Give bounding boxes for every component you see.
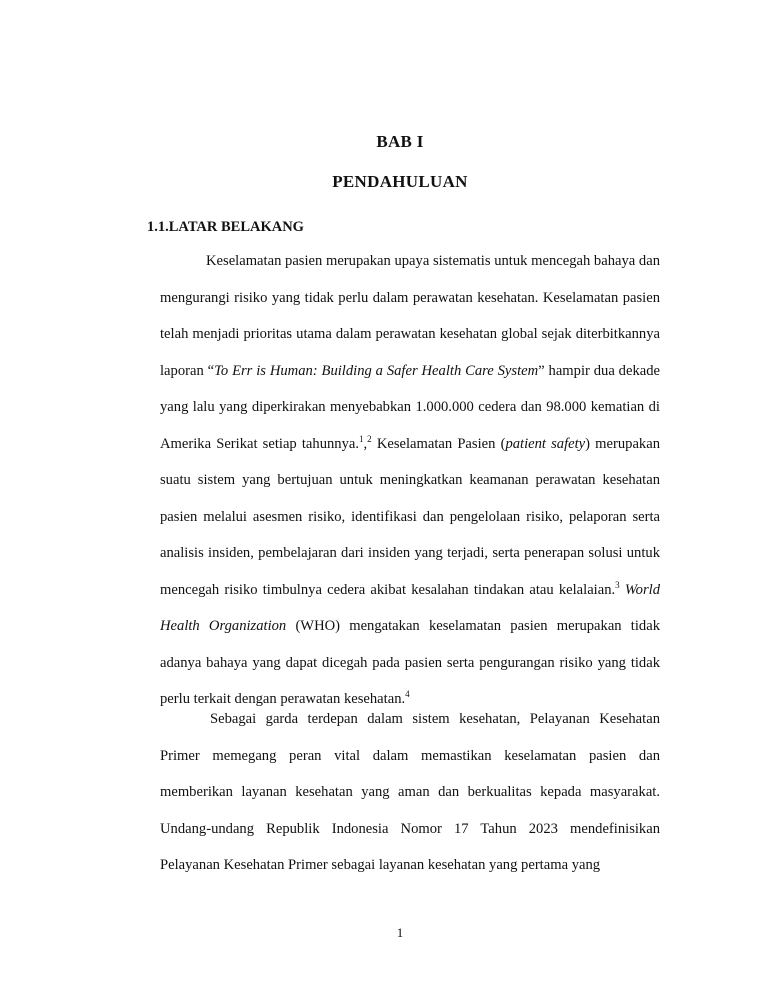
paragraph-1 [160, 243, 660, 718]
paragraph-1-text-a: Keselamatan pasien merupakan upaya sistematis untuk mencegah bahaya dan mengurangi risiko yang tidak perlu dalam perawatan kesehatan. Keselamatan pasien telah menjadi prioritas utama dalam perawatan kesehatan global sejak diterbitkannya laporan “ [160, 253, 660, 379]
organization-name: World Health Organization [160, 581, 660, 634]
citation-3: 3 [615, 579, 620, 590]
chapter-number: BAB I [376, 132, 424, 151]
page-number: 1 [396, 925, 404, 940]
paragraph-2 [160, 701, 660, 884]
section-heading: 1.1.LATAR BELAKANG [147, 219, 304, 235]
citation-1: 1 [359, 433, 364, 444]
paragraph-1-text-d: ) merupakan suatu sistem yang bertujuan untuk meningkatkan keamanan perawatan kesehatan pasien melalui asesmen risiko, identifikasi dan pengelolaan risiko, pelaporan serta analisis insiden, pembelajaran dari insiden yang terjadi, serta penerapan solusi untuk mencegah risiko timbulnya cedera akibat kesalahan tindakan atau kelalaian. [160, 435, 660, 598]
citation-4: 4 [405, 689, 410, 700]
citation-2: 2 [367, 433, 372, 444]
paragraph-2-text: Sebagai garda terdepan dalam sistem kesehatan, Pelayanan Kesehatan Primer memegang peran vital dalam memastikan keselamatan pasien dan memberikan layanan kesehatan yang aman dan berkualitas kepada masyarakat. Undang-undang Republik Indonesia Nomor 17 Tahun 2023 mendefinisikan Pelayanan Kesehatan Primer sebagai layanan kesehatan yang pertama yang [160, 711, 660, 873]
patient-safety-term: patient safety [505, 435, 586, 452]
paragraph-1-text-c: Keselamatan Pasien ( [371, 435, 506, 452]
paragraph-1-text-e: (WHO) mengatakan keselamatan pasien merupakan tidak adanya bahaya yang dapat dicegah pada pasien serta pengurangan risiko yang tidak perlu terkait dengan perawatan kesehatan. [160, 618, 660, 707]
paragraph-1-text-b: ” hampir dua dekade yang lalu yang diperkirakan menyebabkan 1.000.000 cedera dan 98.000 kematian di Amerika Serikat setiap tahunnya. [160, 362, 661, 452]
citation-separator: , [363, 435, 368, 452]
report-title: To Err is Human: Building a Safer Health Care System [214, 362, 539, 379]
chapter-title: PENDAHULUAN [332, 172, 468, 191]
